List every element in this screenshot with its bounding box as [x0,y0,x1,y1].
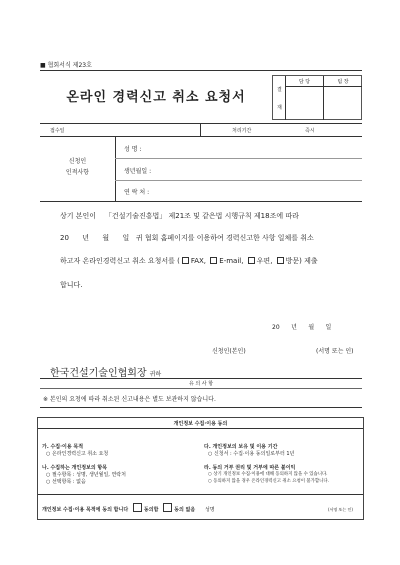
notes-header: 유 의 사 항 [188,381,214,387]
receipt-date-label: 접수일 [50,128,65,134]
consent-box [37,417,364,520]
fax-checkbox[interactable] [182,257,189,264]
consent-items-title: 나. 수집하는 개인정보의 항목 [42,465,108,471]
submission-date: 20 년 월 일 [272,324,332,331]
name-label: 성 명 : [124,146,142,153]
disagree-checkbox[interactable] [163,503,172,512]
notes-item: ※ 본인의 요청에 따라 취소된 신고내용은 별도 보관하지 않습니다. [43,396,216,403]
consent-retention-title: 다. 개인정보의 보유 및 이용 기간 [204,444,278,450]
consent-title: 개인정보 수집·이용 동의 [173,421,228,427]
body-line-3: 하고자 온라인경력신고 취소 요청서를 ( FAX, E-mail, 우편, 방문) 제출 [60,257,318,265]
consent-items-required: ○ 필수항목 : 성명, 생년월일, 연락처 [46,472,126,478]
consent-refusal-item-1: ○ 상기 개인정보 수집·이용에 대해 동의하지 않을 수 있습니다. [208,472,328,477]
consent-refusal-item-2: ○ 동의하지 않을 경우 온라인경력신고 취소 요청이 불가합니다. [208,479,330,484]
consent-purpose-item: ○ 온라인경력신고 취소 요청 [46,451,109,457]
consent-sign-note: (서명 또는 인) [328,507,353,512]
processing-period-value: 즉시 [305,128,315,134]
approval-staff: 담 당 [298,79,311,85]
consent-retention-item: ○ 신청서 : 수집·이용 동의일로부터 1년 [208,451,295,457]
recipient: 한국건설기술인협회장 귀하 [50,368,162,379]
approval-team-leader: 팀 장 [337,79,349,85]
consent-footer: 개인정보 수집·이용 목적에 동의 합니다 동의함 동의 없음 성명 [42,503,215,513]
form-number: ■ 협회서식 제23호 [40,62,92,69]
approval-box [272,75,362,120]
approval-label-bottom: 재 [277,105,282,111]
processing-period-label: 처리기간 [232,128,252,134]
approval-label-top: 결 [277,87,282,93]
post-checkbox[interactable] [248,257,255,264]
visit-checkbox[interactable] [277,257,284,264]
applicant-side-label: 신청인 인적사항 [65,158,90,176]
body-line-2: 20 년 월 일 귀 협회 홈페이지를 이용하여 경력신고한 사항 일체를 취소 [60,234,314,242]
applicant-sign-note: (서명 또는 인) [316,348,354,355]
page-title: 온라인 경력신고 취소 요청서 [66,90,246,105]
consent-items-optional: ○ 선택항목 : 없음 [46,479,86,485]
applicant-sign-label: 신청인(본인) [212,348,246,355]
agree-checkbox[interactable] [133,503,142,512]
consent-purpose-title: 가. 수집·이용 목적 [42,444,84,450]
contact-label: 연 락 처 : [124,189,150,196]
dob-label: 생년월일 : [124,168,152,175]
email-checkbox[interactable] [210,257,217,264]
body-line-1: 상기 본인이 「건설기술진흥법」 제21조 및 같은법 시행규칙 제18조에 따라 [60,212,299,220]
consent-refusal-title: 라. 동의 거부 권리 및 거부에 따른 불이익 [204,465,296,471]
consent-sign-name: 성명 [204,507,215,513]
body-line-4: 합니다. [60,281,83,289]
